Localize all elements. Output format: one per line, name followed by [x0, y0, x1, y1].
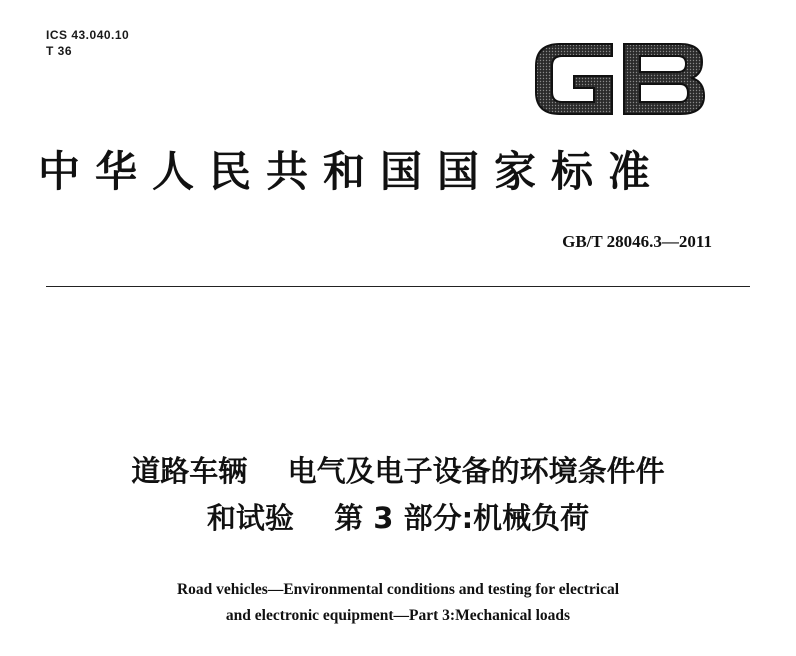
divider-line: [46, 286, 750, 287]
english-title-line-1: Road vehicles—Environmental conditions and testing for electrical: [176, 581, 620, 598]
english-title-line-2: and electronic equipment—Part 3:Mechanical loads: [225, 607, 571, 624]
document-title-chinese: [0, 448, 796, 542]
gb-logo-icon: [530, 38, 710, 120]
document-title-line-2: 和试验 第 3 部分:机械负荷: [206, 501, 590, 535]
classification-block: [46, 27, 129, 59]
document-title-english: [0, 577, 796, 629]
document-title-line-1: 道路车辆 电气及电子设备的环境条件件: [131, 454, 665, 488]
national-standard-heading: 中华人民共和国国家标准: [38, 147, 666, 196]
ics-code: ICS 43.040.10: [46, 28, 130, 42]
standard-number: GB/T 28046.3—2011: [562, 232, 712, 251]
classification-code: T 36: [46, 44, 73, 58]
